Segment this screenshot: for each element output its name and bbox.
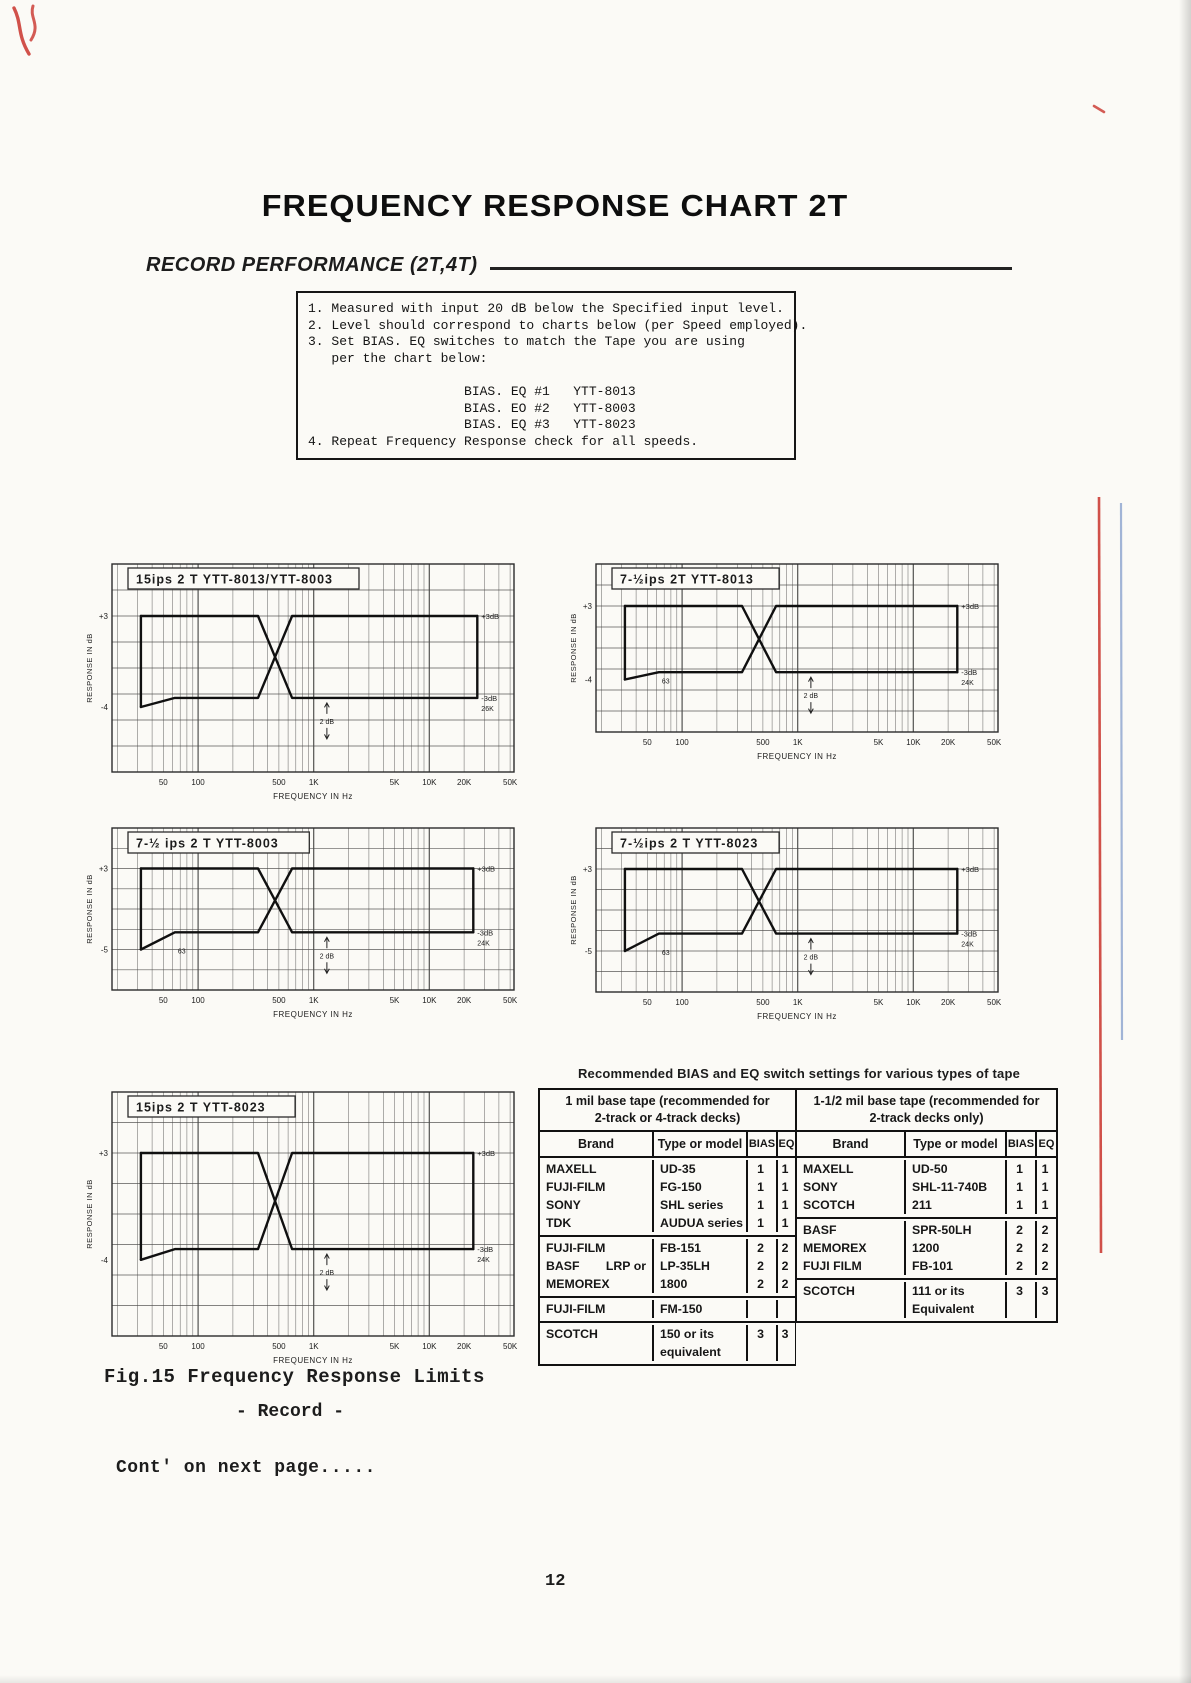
svg-text:50: 50: [158, 778, 168, 787]
svg-text:500: 500: [272, 996, 286, 1005]
table-row: BASF SPR-50LH 2 2: [797, 1221, 1056, 1239]
svg-text:-4: -4: [584, 675, 592, 685]
svg-text:+3dB: +3dB: [961, 865, 980, 874]
table-row: MEMOREX 1200 2 2: [797, 1239, 1056, 1257]
section-heading-label: RECORD PERFORMANCE (2T,4T): [146, 254, 478, 276]
freq-chart-15ips-ytt8013-8003: [82, 556, 530, 819]
svg-text:5K: 5K: [389, 996, 400, 1005]
svg-text:50K: 50K: [503, 996, 518, 1005]
table-row: TDK AUDUA series 1 1: [540, 1214, 795, 1232]
blue-margin-line: [1121, 503, 1122, 1040]
svg-text:500: 500: [756, 998, 770, 1007]
svg-text:5K: 5K: [389, 1342, 400, 1351]
red-tick-icon: [1094, 106, 1104, 112]
section-heading: [146, 254, 1012, 277]
scan-edge-shadow: [0, 1675, 1191, 1683]
svg-text:63: 63: [177, 948, 186, 956]
figure-subcaption: - Record -: [235, 1402, 345, 1422]
tape-table-1-5mil: 1-1/2 mil base tape (recommended for 2-track decks only) Brand Type or model BIAS EQ MAXELL UD-50 1 1 SONY SHL-11-740B 1 1 SCOTCH 211 1 1 BASF SPR-50LH 2 2 MEMOREX 1200 2 2 FUJI FILM FB-101 2 2 SCOTCH 111 or its Equivalent 3 3: [795, 1088, 1058, 1323]
svg-text:+3: +3: [98, 1149, 108, 1158]
svg-text:100: 100: [191, 1342, 205, 1351]
svg-text:-3dB: -3dB: [477, 928, 494, 938]
freq-chart-7.5ips-ytt8023: [566, 820, 1014, 1039]
svg-text:15ips 2 T YTT-8013/YTT-8003: 15ips 2 T YTT-8013/YTT-8003: [136, 572, 333, 587]
chart-canvas: [566, 820, 1014, 1034]
svg-text:7-½ips 2 T YTT-8023: 7-½ips 2 T YTT-8023: [620, 836, 759, 851]
svg-text:63: 63: [661, 950, 670, 957]
svg-text:-3dB: -3dB: [481, 693, 498, 703]
svg-text:2 dB: 2 dB: [319, 1270, 335, 1278]
svg-text:24K: 24K: [961, 941, 974, 949]
chart-canvas: [82, 556, 530, 814]
svg-text:+3dB: +3dB: [477, 864, 496, 874]
page-title: FREQUENCY RESPONSE CHART 2T: [261, 188, 849, 223]
svg-text:-4: -4: [100, 1255, 108, 1265]
svg-text:2 dB: 2 dB: [803, 693, 819, 701]
svg-text:10K: 10K: [906, 998, 921, 1007]
svg-text:+3: +3: [582, 865, 592, 874]
svg-text:500: 500: [272, 1342, 286, 1351]
svg-text:-3dB: -3dB: [477, 1245, 494, 1255]
red-corner-mark-icon: [31, 6, 35, 40]
svg-text:20K: 20K: [457, 996, 472, 1005]
svg-text:1K: 1K: [792, 738, 803, 747]
page-number: 12: [545, 1572, 566, 1591]
measurement-notes-box: 1. Measured with input 20 dB below the Specified input level. 2. Level should correspond to charts below (per Speed employed). 3. Set BIAS. EQ switches to match the Tape you are using per the chart below: BIAS. EQ #1 YTT-8013 BIAS. EO #2 YTT-8003 BIAS. EQ #3 YTT-8023 4. Repeat Frequency Response check for all speeds.: [296, 291, 796, 460]
chart-canvas: [82, 1084, 530, 1378]
svg-text:100: 100: [675, 998, 689, 1007]
svg-text:50K: 50K: [987, 998, 1002, 1007]
svg-text:50: 50: [642, 738, 652, 747]
svg-text:FREQUENCY IN Hz: FREQUENCY IN Hz: [273, 1010, 353, 1019]
svg-text:500: 500: [272, 778, 286, 787]
table-row: BASF LRP or LP-35LH 2 2: [540, 1257, 795, 1275]
svg-text:+3: +3: [98, 864, 108, 874]
table-row: SONY SHL-11-740B 1 1: [797, 1178, 1056, 1196]
svg-text:+3: +3: [582, 602, 592, 611]
svg-text:1K: 1K: [308, 996, 319, 1005]
svg-text:-3dB: -3dB: [961, 668, 978, 678]
svg-text:1K: 1K: [792, 998, 803, 1007]
svg-text:100: 100: [191, 778, 205, 787]
svg-text:RESPONSE IN dB: RESPONSE IN dB: [85, 874, 94, 944]
svg-text:50: 50: [158, 1342, 168, 1351]
svg-text:20K: 20K: [457, 1342, 472, 1351]
svg-text:7-½ips 2T YTT-8013: 7-½ips 2T YTT-8013: [620, 572, 754, 587]
svg-text:7-½ ips 2 T YTT-8003: 7-½ ips 2 T YTT-8003: [136, 836, 279, 851]
freq-chart-7.5ips-ytt8013: [566, 556, 1014, 779]
svg-text:RESPONSE IN dB: RESPONSE IN dB: [85, 633, 94, 703]
svg-text:-5: -5: [100, 945, 108, 955]
table-row: FUJI FILM FB-101 2 2: [797, 1257, 1056, 1275]
red-corner-mark-icon: [14, 8, 29, 54]
svg-text:+3dB: +3dB: [481, 612, 500, 621]
red-margin-line: [1099, 497, 1101, 1253]
svg-text:RESPONSE IN dB: RESPONSE IN dB: [85, 1179, 94, 1249]
svg-text:10K: 10K: [422, 996, 437, 1005]
svg-text:26K: 26K: [481, 705, 494, 713]
svg-text:100: 100: [191, 996, 205, 1005]
svg-text:10K: 10K: [422, 1342, 437, 1351]
svg-text:63: 63: [661, 678, 670, 686]
table-row: MAXELL UD-50 1 1: [797, 1160, 1056, 1178]
table-row: FUJI-FILM FM-150: [540, 1300, 795, 1318]
svg-text:+3dB: +3dB: [961, 602, 980, 611]
svg-text:15ips 2 T YTT-8023: 15ips 2 T YTT-8023: [136, 1100, 266, 1115]
svg-text:2 dB: 2 dB: [803, 954, 819, 962]
freq-chart-7.5ips-ytt8003: [82, 820, 530, 1037]
svg-text:50K: 50K: [503, 778, 518, 787]
table-row: SCOTCH 211 1 1: [797, 1196, 1056, 1214]
svg-text:500: 500: [756, 738, 770, 747]
svg-text:5K: 5K: [873, 738, 884, 747]
svg-text:50K: 50K: [503, 1342, 518, 1351]
scan-edge-shadow: [1179, 0, 1191, 1683]
svg-text:50K: 50K: [987, 738, 1002, 747]
svg-text:24K: 24K: [961, 680, 974, 688]
svg-text:20K: 20K: [941, 738, 956, 747]
svg-text:10K: 10K: [422, 778, 437, 787]
svg-text:RESPONSE IN dB: RESPONSE IN dB: [569, 875, 578, 945]
continuation-note: Cont' on next page.....: [116, 1458, 376, 1478]
svg-text:-3dB: -3dB: [961, 929, 978, 939]
svg-text:24K: 24K: [477, 1257, 490, 1265]
table-row: SONY SHL series 1 1: [540, 1196, 795, 1214]
table-row: FUJI-FILM FG-150 1 1: [540, 1178, 795, 1196]
svg-text:1K: 1K: [308, 778, 319, 787]
tape-table-1mil: 1 mil base tape (recommended for 2-track or 4-track decks) Brand Type or model BIAS EQ MAXELL UD-35 1 1 FUJI-FILM FG-150 1 1 SONY SHL series 1 1 TDK AUDUA series 1 1 FUJI-FILM FB-151 2 2 BASF LRP or LP-35LH 2 2 MEMOREX 1800 2 2 FUJI-FILM FM-150 SCOTCH 150 or its equivalent 3 3: [538, 1088, 796, 1366]
svg-text:FREQUENCY IN Hz: FREQUENCY IN Hz: [273, 792, 353, 801]
table-row: MEMOREX 1800 2 2: [540, 1275, 795, 1293]
chart-canvas: [82, 820, 530, 1032]
svg-text:RESPONSE IN dB: RESPONSE IN dB: [569, 613, 578, 683]
svg-text:-4: -4: [100, 703, 108, 712]
svg-text:10K: 10K: [906, 738, 921, 747]
svg-text:2 dB: 2 dB: [319, 953, 335, 961]
table-row: MAXELL UD-35 1 1: [540, 1160, 795, 1178]
freq-chart-15ips-ytt8023: [82, 1084, 530, 1383]
svg-text:50: 50: [158, 996, 168, 1005]
table-row: FUJI-FILM FB-151 2 2: [540, 1239, 795, 1257]
table-row: SCOTCH 111 or its Equivalent 3 3: [797, 1282, 1056, 1318]
section-heading-rule: [490, 267, 1012, 270]
svg-text:-5: -5: [584, 947, 592, 956]
figure-caption: Fig.15 Frequency Response Limits: [104, 1366, 485, 1388]
svg-text:20K: 20K: [941, 998, 956, 1007]
svg-text:50: 50: [642, 998, 652, 1007]
tape-table-caption: Recommended BIAS and EQ switch settings for various types of tape: [577, 1066, 1021, 1081]
svg-text:1K: 1K: [308, 1342, 319, 1351]
svg-text:+3dB: +3dB: [477, 1149, 496, 1158]
svg-text:FREQUENCY IN Hz: FREQUENCY IN Hz: [757, 1012, 837, 1021]
svg-text:2 dB: 2 dB: [319, 718, 335, 726]
svg-text:+3: +3: [98, 612, 108, 621]
table-row: SCOTCH 150 or its equivalent 3 3: [540, 1325, 795, 1361]
svg-text:20K: 20K: [457, 778, 472, 787]
svg-text:5K: 5K: [873, 998, 884, 1007]
svg-text:5K: 5K: [389, 778, 400, 787]
svg-text:FREQUENCY IN Hz: FREQUENCY IN Hz: [273, 1356, 353, 1365]
svg-text:100: 100: [675, 738, 689, 747]
chart-canvas: [566, 556, 1014, 774]
svg-text:FREQUENCY IN Hz: FREQUENCY IN Hz: [757, 752, 837, 761]
svg-text:24K: 24K: [477, 940, 490, 948]
